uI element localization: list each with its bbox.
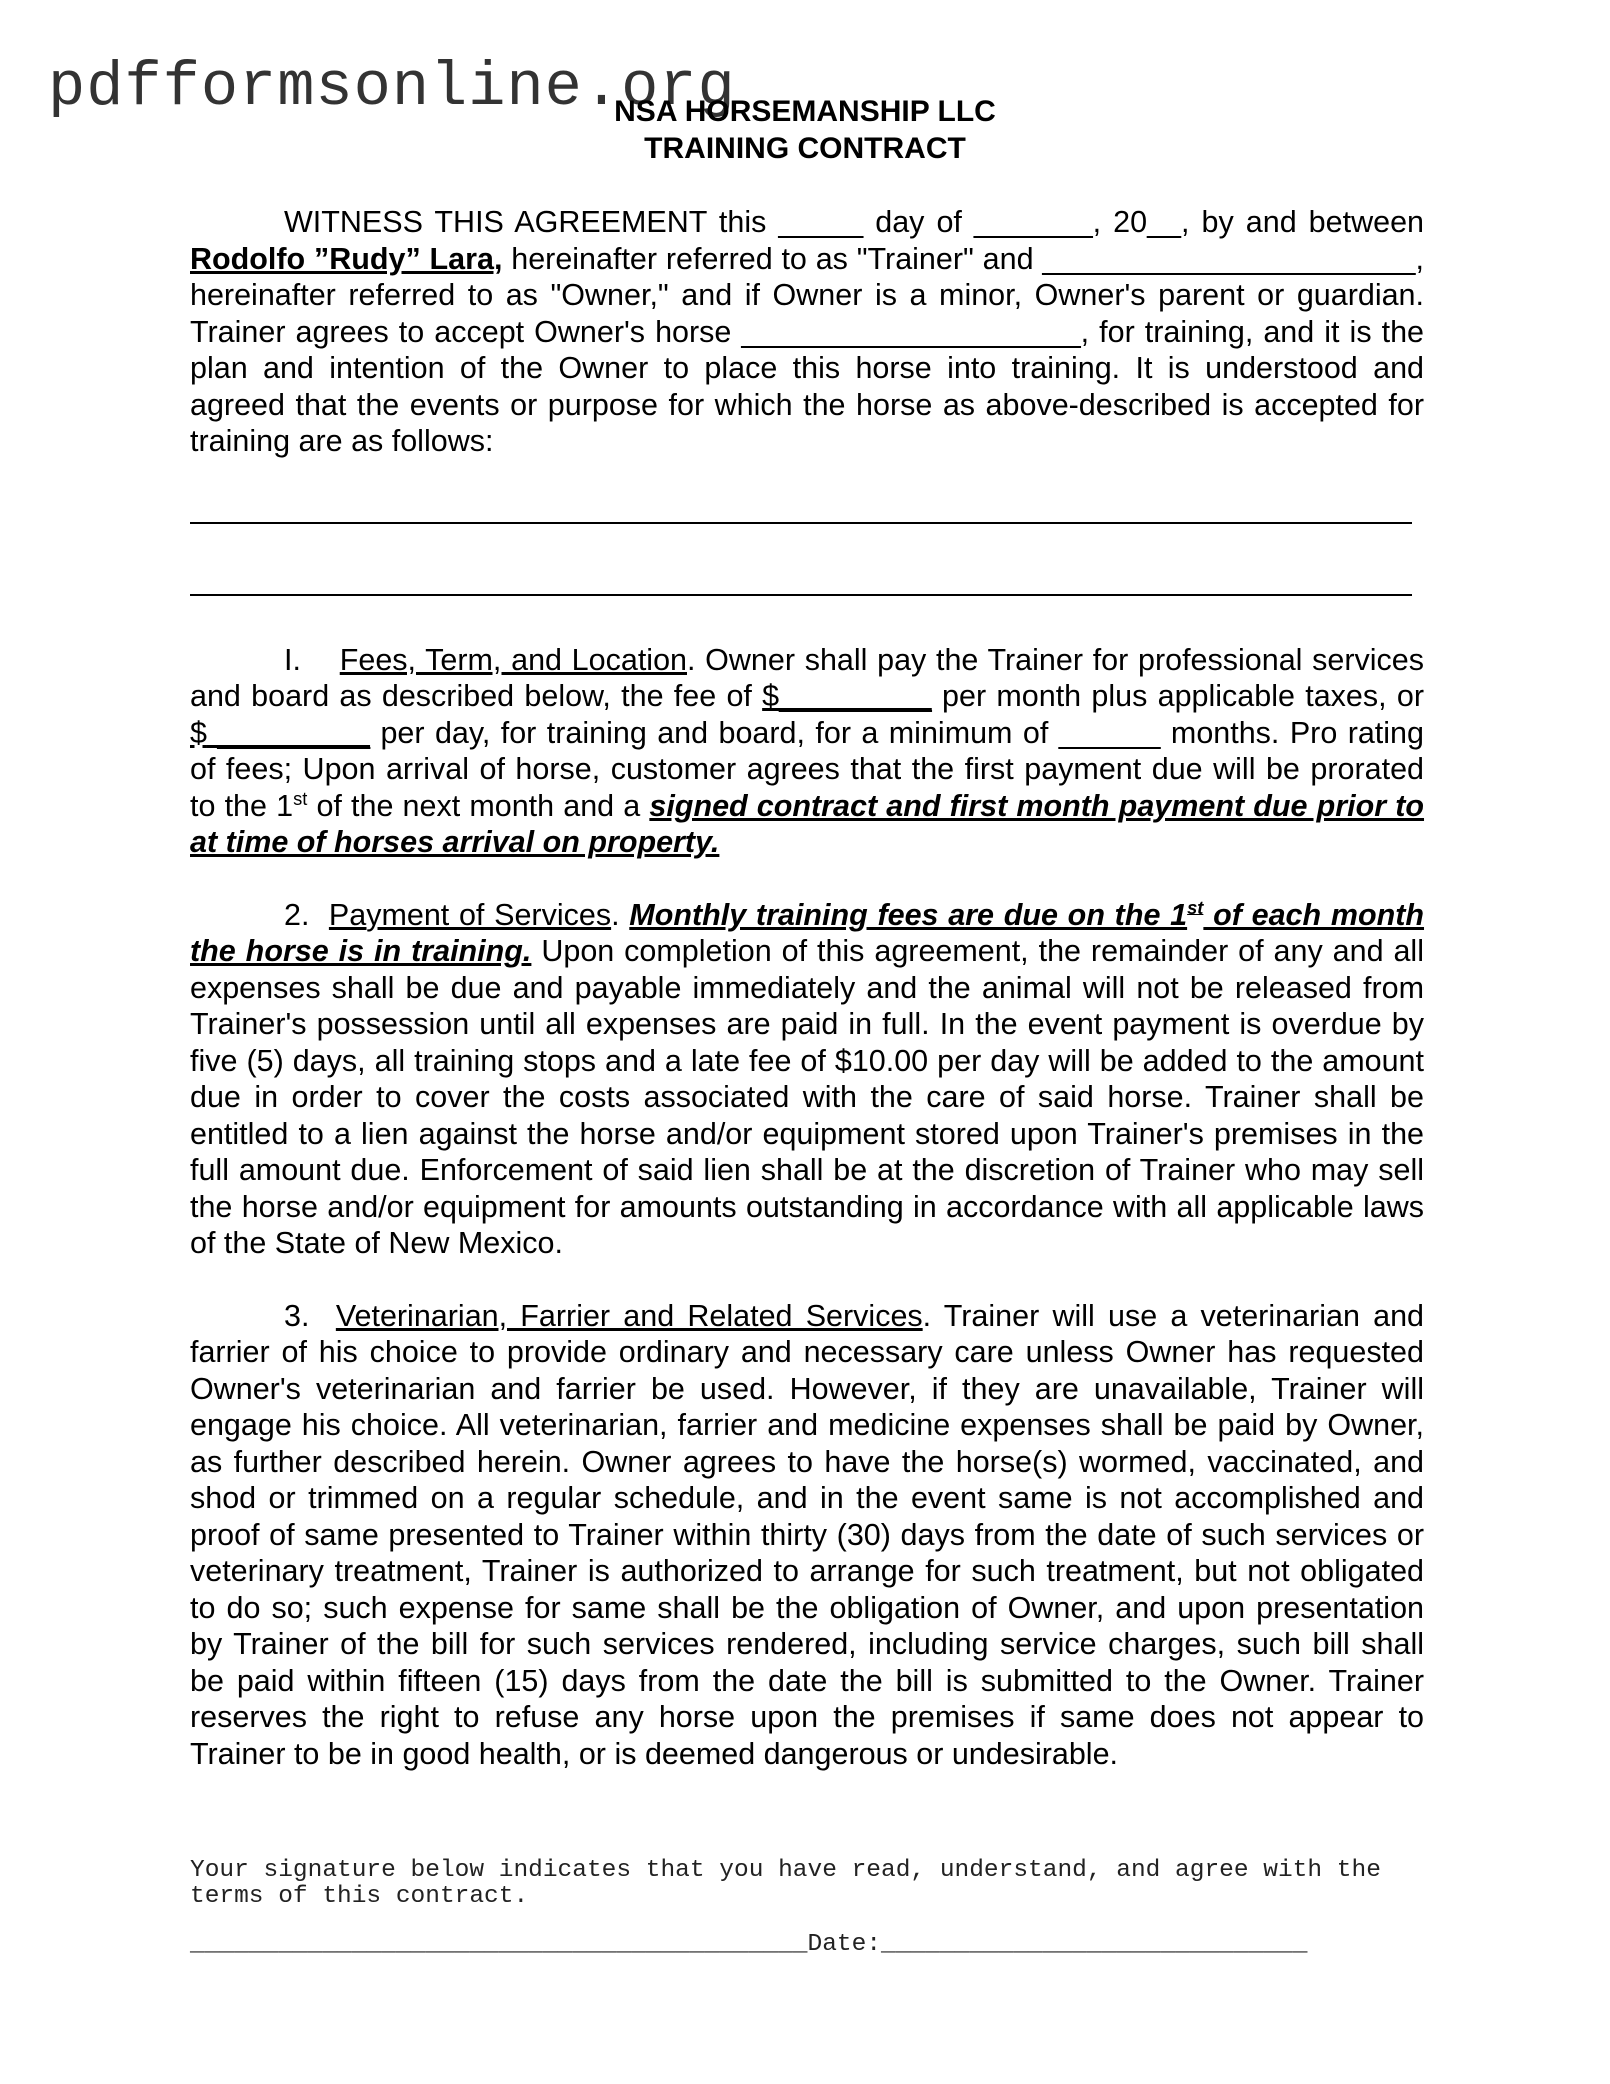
- section-3-text: . Trainer will use a veterinarian and farrier of his choice to provide ordinary and necessary care unless Owner has requested Owner's veterinarian and farrier be used. However, if they are unavailable, Trainer will engage his choice. All veterinarian, farrier and medicine expenses shall be paid by Owner, as further described herein. Owner agrees to have the horse(s) wormed, vaccinated, and shod or trimmed on a regular schedule, and in the event same is not accomplished and proof of same presented to Trainer within thirty (30) days from the date of such services or veterinary treatment, Trainer is authorized to arrange for such treatment, but not obligated to do so; such expense for same shall be the obligation of Owner, and upon presentation by Trainer of the bill for such services rendered, including service charges, such bill shall be paid within fifteen (15) days from the date the bill is submitted to the Owner. Trainer reserves the right to refuse any horse upon the premises if same does not appear to Trainer to be in good health, or is deemed dangerous or undesirable.: [190, 1298, 1424, 1771]
- section-2-heading: Payment of Services: [328, 897, 612, 932]
- section-2-paragraph: [190, 897, 1424, 1262]
- section-3-paragraph: [190, 1298, 1424, 1773]
- section-1-number: I.: [284, 642, 301, 677]
- section-3-number: 3.: [284, 1298, 310, 1333]
- section-1-text-3: per day, for training and board, for a minimum of ______ months. Pro rating of fees; Upon arrival of horse, customer agrees that the first payment due will be prorated to the 1: [190, 715, 1424, 823]
- date-field[interactable]: _____________________________: [881, 1931, 1308, 1958]
- section-2-text-2: Upon completion of this agreement, the remainder of any and all expenses shall be due and payable immediately and the animal will not be released from Trainer's possession until all expenses are paid in full. In the event payment is overdue by five (5) days, all training stops and a late fee of $10.00 per day will be added to the amount due in order to cover the costs associated with the care of said horse. Trainer shall be entitled to a lien against the horse and/or equipment stored upon Trainer's premises in the full amount due. Enforcement of said lien shall be at the discretion of Trainer who may sell the horse and/or equipment for amounts outstanding in accordance with all applicable laws of the State of New Mexico.: [190, 934, 1424, 1260]
- date-label: Date:: [807, 1931, 882, 1958]
- section-2-sup: st: [1187, 896, 1204, 918]
- section-2-number: 2.: [284, 897, 310, 932]
- document-subtitle: TRAINING CONTRACT: [644, 132, 966, 165]
- signature-row: [190, 1932, 1430, 1958]
- daily-fee-field[interactable]: _________: [206, 715, 371, 750]
- trainer-name: Rodolfo ”Rudy” Lara,: [190, 241, 503, 276]
- signature-note: Your signature below indicates that you have read, understand, and agree with the terms of this contract.: [190, 1857, 1381, 1910]
- section-1-text-2: per month plus applicable taxes, or: [931, 679, 1424, 713]
- signature-field[interactable]: __________________________________________: [190, 1931, 808, 1958]
- daily-fee-prefix: $: [190, 715, 207, 750]
- section-1-emphasis: signed contract and first month payment due prior to at time of horses arrival on property.: [190, 788, 1425, 859]
- intro-paragraph: [190, 204, 1424, 460]
- monthly-fee-field[interactable]: $_________: [762, 679, 932, 713]
- intro-text-1: WITNESS THIS AGREEMENT this _____ day of _______, 20__, by and between: [284, 205, 1424, 239]
- section-1-sup: st: [293, 787, 308, 809]
- watermark: pdfformsonline.org: [48, 52, 736, 123]
- section-3-heading: Veterinarian, Farrier and Related Services: [335, 1298, 923, 1333]
- contract-body: [190, 204, 1424, 1772]
- section-2-emphasis-2: of each month the horse is in training.: [190, 897, 1425, 968]
- section-2-text-1: .: [611, 897, 630, 932]
- section-2-emphasis-1: Monthly training fees are due on the 1: [629, 897, 1188, 932]
- intro-text-2: hereinafter referred to as "Trainer" and ______________________, hereinafter referred to as "Owner," and if Owner is a minor, Owner's parent or guardian. Trainer agrees to accept Owner's horse ____________________, for training, and it is the plan and intention of the Owner to place this horse into training. It is understood and agreed that the events or purpose for which the horse as above-described is accepted for training are as follows:: [190, 241, 1424, 458]
- section-1-text-4: of the next month and a: [307, 788, 650, 823]
- section-1-heading: Fees, Term, and Location: [339, 642, 687, 677]
- section-1-text-1: . Owner shall pay the Trainer for professional services and board as described below, the fee of: [190, 642, 1424, 713]
- section-1-paragraph: [190, 642, 1424, 861]
- document-title: NSA HORSEMANSHIP LLC: [614, 95, 996, 128]
